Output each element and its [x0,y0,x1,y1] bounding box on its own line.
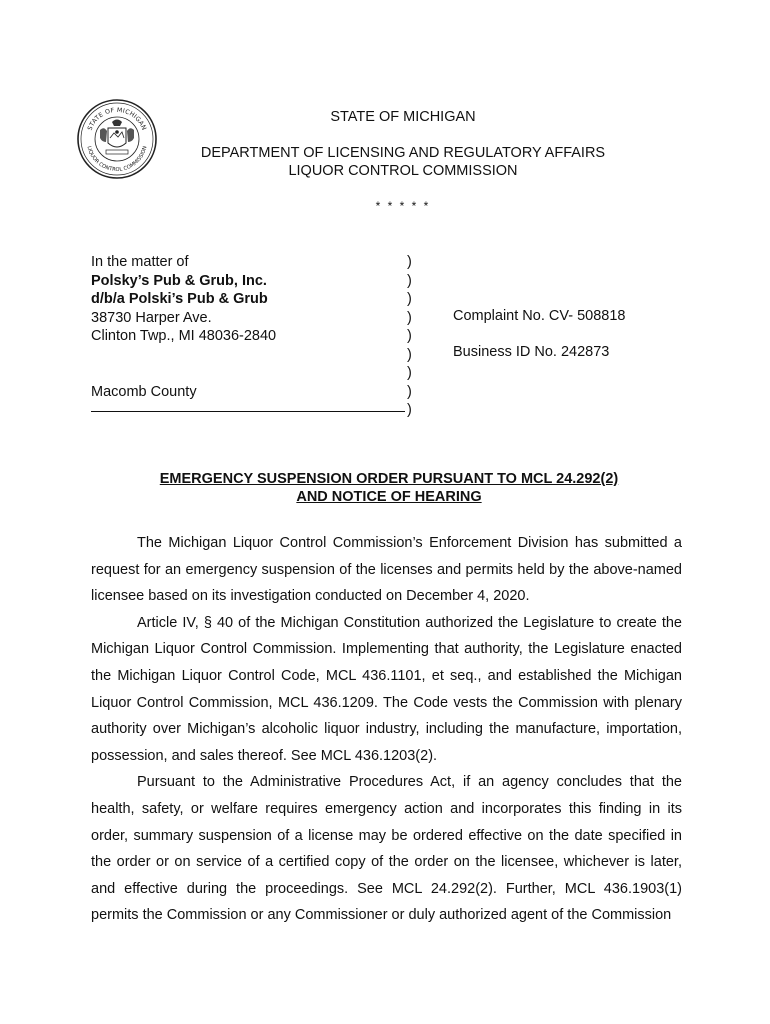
header-separator: * * * * * [375,199,431,213]
case-caption [91,253,391,401]
paren: ) [407,365,412,381]
body-paragraph-1: The Michigan Liquor Control Commission’s Enforcement Division has submitted a request for an emergency suspension of the licenses and permits held by the above-named licensee based on its investigation conducted on December 4, 2020. [91,535,682,605]
paren: ) [407,291,412,307]
header-state: STATE OF MICHIGAN [330,109,476,125]
svg-text:LIQUOR CONTROL COMMISSION: LIQUOR CONTROL COMMISSION [85,145,149,174]
complaint-number: Complaint No. CV- 508818 [453,308,626,324]
paren: ) [407,309,412,326]
order-body [91,530,682,929]
caption-matter: In the matter of [91,254,189,270]
order-title-line2: AND NOTICE OF HEARING [296,489,482,505]
paren: ) [407,254,412,270]
caption-paren-column [407,253,419,420]
header-commission: LIQUOR CONTROL COMMISSION [288,163,518,179]
caption-street: 38730 Harper Ave. [91,309,212,326]
caption-licensee-name: Polsky’s Pub & Grub, Inc. [91,272,267,289]
caption-county: Macomb County [91,383,197,400]
header-department: DEPARTMENT OF LICENSING AND REGULATORY AFFAIRS [200,145,606,161]
paren: ) [407,272,412,289]
paren: ) [407,346,412,363]
body-paragraph-3: Pursuant to the Administrative Procedures Act, if an agency concludes that the health, safety, or welfare requires emergency action and incorporates this finding in its order, summary suspension of a license may be ordered effective on the date specified in the order or on service of a certified copy of the order on the licensee, whichever is later, and effective during the proceedings. See MCL 24.292(2). Further, MCL 436.1903(1) permits the Commission or any Commissioner or duly authorized agent of the Commission [91,774,682,924]
paren: ) [407,402,412,418]
business-id: Business ID No. 242873 [453,344,610,360]
order-title-line1: EMERGENCY SUSPENSION ORDER PURSUANT TO MCL 24.292(2) [159,471,619,487]
paren: ) [407,328,412,344]
caption-underline [91,411,405,412]
paren: ) [407,383,412,400]
caption-city: Clinton Twp., MI 48036-2840 [91,328,277,344]
caption-dba: d/b/a Polski’s Pub & Grub [91,291,268,307]
body-paragraph-2: Article IV, § 40 of the Michigan Constitution authorized the Legislature to create the Michigan Liquor Control Commission. Implementing that authority, the Legislature enacted the Michigan Liquor Control Code, MCL 436.1101, et seq., and established the Michigan Liquor Control Commission, MCL 436.1209. The Code vests the Commission with plenary authority over Michigan’s alcoholic liquor industry, including the manufacture, importation, possession, and sales thereof. See MCL 436.1203(2). [91,614,682,764]
caption-spacer [91,346,391,383]
svg-text:STATE OF MICHIGAN: STATE OF MICHIGAN [86,106,148,132]
